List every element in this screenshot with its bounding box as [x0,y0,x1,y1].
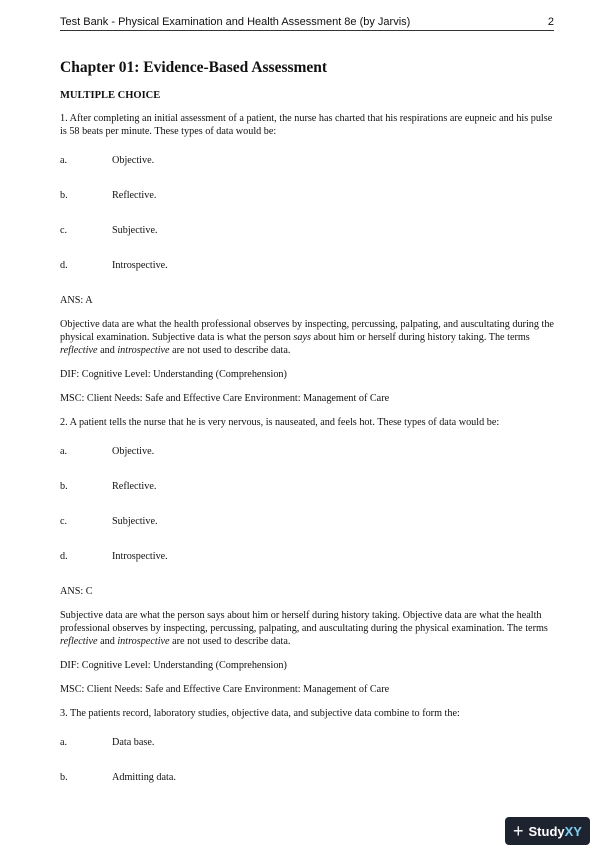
question-stem: 3. The patients record, laboratory studies, objective data, and subjective data combine to form the: [60,708,460,719]
question-stem: 2. A patient tells the nurse that he is very nervous, is nauseated, and feels hot. These types of data would be: [60,417,500,428]
option-letter: b. [60,190,68,201]
answer: ANS: C [60,586,93,597]
header-title: Test Bank - Physical Examination and Health Assessment 8e (by Jarvis) [60,16,411,28]
option-text: Data base. [112,737,155,748]
difficulty: DIF: Cognitive Level: Understanding (Comprehension) [60,660,287,671]
option-list [60,736,556,784]
option-list [60,445,556,563]
option-letter: a. [60,446,68,457]
option-letter: c. [60,516,68,527]
client-needs: MSC: Client Needs: Safe and Effective Care Environment: Management of Care [60,393,390,404]
page-header [60,16,554,31]
rationale: Objective data are what the health professional observes by inspecting, percussing, palpating, and auscultating during the physical examination. Subjective data is what the person says about him or herself during history taking. The terms reflective and introspective are not used to describe data. [60,319,554,356]
option-text: Introspective. [112,260,168,271]
page-number: 2 [547,16,554,28]
option-d [60,259,556,272]
section-title: MULTIPLE CHOICE [60,90,161,101]
option-letter: b. [60,772,68,783]
chapter-title: Chapter 01: Evidence-Based Assessment [60,59,328,76]
option-letter: d. [60,551,68,562]
option-text: Admitting data. [112,772,176,783]
question-1 [60,112,556,405]
option-b [60,771,556,784]
option-text: Subjective. [112,225,158,236]
option-a [60,445,556,458]
rationale: Subjective data are what the person says about him or herself during history taking. Objective data are what the health professional observes by inspecting, percussing, palpating, and auscultating during the physical examination. The terms reflective and introspective are not used to describe data. [60,610,548,647]
studyxy-badge[interactable] [505,817,590,845]
option-list [60,154,556,272]
option-text: Subjective. [112,516,158,527]
option-text: Objective. [112,446,155,457]
option-letter: a. [60,155,68,166]
question-2 [60,416,556,696]
difficulty: DIF: Cognitive Level: Understanding (Comprehension) [60,369,287,380]
option-a [60,154,556,167]
option-text: Reflective. [112,481,157,492]
answer: ANS: A [60,295,93,306]
plus-icon: + [513,821,524,841]
option-d [60,550,556,563]
option-c [60,515,556,528]
option-c [60,224,556,237]
brand-main: Study [528,823,565,839]
brand-accent: XY [564,823,582,839]
option-text: Objective. [112,155,155,166]
option-text: Introspective. [112,551,168,562]
question-3 [60,707,556,784]
option-letter: b. [60,481,68,492]
option-letter: c. [60,225,68,236]
question-stem: 1. After completing an initial assessment of a patient, the nurse has charted that his respirations are eupneic and his pulse is 58 beats per minute. These types of data would be: [60,113,553,137]
option-letter: a. [60,737,68,748]
option-a [60,736,556,749]
option-b [60,189,556,202]
document-body [60,59,556,784]
option-text: Reflective. [112,190,157,201]
option-letter: d. [60,260,68,271]
option-b [60,480,556,493]
client-needs: MSC: Client Needs: Safe and Effective Care Environment: Management of Care [60,684,390,695]
